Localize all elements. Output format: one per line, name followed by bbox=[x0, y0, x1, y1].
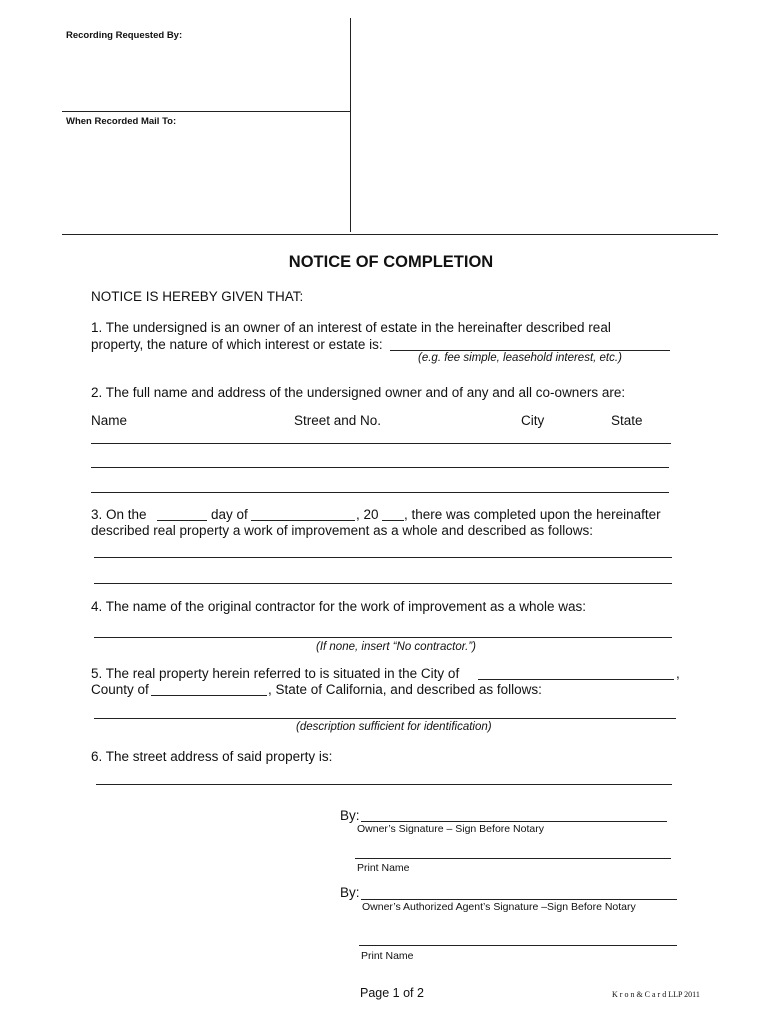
print-name-2-field[interactable] bbox=[359, 945, 677, 946]
column-state: State bbox=[611, 413, 643, 428]
column-name: Name bbox=[91, 413, 128, 428]
item1-hint: (e.g. fee simple, leasehold interest, etc.) bbox=[418, 352, 622, 364]
item4-hint: (If none, insert “No contractor.”) bbox=[316, 641, 476, 653]
contractor-field[interactable] bbox=[94, 637, 672, 638]
improvement-description-field-1[interactable] bbox=[94, 557, 672, 558]
city-field[interactable] bbox=[478, 679, 674, 680]
intro-text: NOTICE IS HEREBY GIVEN THAT: bbox=[91, 289, 304, 304]
year-field[interactable] bbox=[382, 520, 404, 521]
county-field[interactable] bbox=[151, 695, 267, 696]
item5-comma: , bbox=[676, 666, 680, 681]
column-street: Street and No. bbox=[294, 413, 382, 428]
page-number: Page 1 of 2 bbox=[360, 986, 424, 1000]
by-label-2: By: bbox=[340, 885, 360, 900]
print-name-1-label: Print Name bbox=[357, 862, 410, 874]
improvement-description-field-2[interactable] bbox=[94, 583, 672, 584]
page-title: NOTICE OF COMPLETION bbox=[288, 253, 494, 271]
agent-signature-label: Owner’s Authorized Agent’s Signature –Sign Before Notary bbox=[362, 901, 636, 913]
item5-line1: 5. The real property herein referred to is situated in the City of bbox=[91, 666, 460, 681]
item3-line2: described real property a work of improvement as a whole and described as follows: bbox=[91, 523, 593, 538]
owner-row-2-field[interactable] bbox=[91, 467, 669, 468]
owner-signature-field[interactable] bbox=[361, 821, 667, 822]
item3-rest: , there was completed upon the hereinafter bbox=[404, 507, 661, 522]
item2-text: 2. The full name and address of the undersigned owner and of any and all co-owners are: bbox=[91, 385, 626, 400]
by-label-1: By: bbox=[340, 808, 360, 823]
when-recorded-mail-to-label: When Recorded Mail To: bbox=[66, 116, 177, 127]
agent-signature-field[interactable] bbox=[361, 899, 677, 900]
header-bottom-rule bbox=[62, 234, 718, 235]
property-description-field[interactable] bbox=[94, 718, 676, 719]
print-name-1-field[interactable] bbox=[355, 858, 671, 859]
item5-line2-rest: , State of California, and described as follows: bbox=[268, 682, 542, 697]
item6-text: 6. The street address of said property is: bbox=[91, 749, 333, 764]
header-mid-divider bbox=[62, 111, 350, 112]
column-city: City bbox=[521, 413, 545, 428]
print-name-2-label: Print Name bbox=[361, 950, 414, 962]
item1-line2: property, the nature of which interest or estate is: bbox=[91, 337, 383, 352]
interest-field[interactable] bbox=[390, 350, 670, 351]
recording-requested-by-label: Recording Requested By: bbox=[66, 30, 183, 41]
item5-hint: (description sufficient for identification) bbox=[296, 721, 492, 733]
owner-signature-label: Owner’s Signature – Sign Before Notary bbox=[357, 823, 544, 835]
owner-row-1-field[interactable] bbox=[91, 443, 671, 444]
item3-year-prefix: , 20 bbox=[356, 507, 379, 522]
item1-line1: 1. The undersigned is an owner of an interest of estate in the hereinafter described real bbox=[91, 320, 611, 335]
street-address-field[interactable] bbox=[96, 784, 672, 785]
header-vertical-divider bbox=[350, 18, 351, 232]
month-field[interactable] bbox=[251, 520, 355, 521]
day-field[interactable] bbox=[157, 520, 207, 521]
item3-day-of: day of bbox=[211, 507, 248, 522]
item4-text: 4. The name of the original contractor for the work of improvement as a whole was: bbox=[91, 599, 586, 614]
firm-credit: K r o n & C a r d LLP 2011 bbox=[612, 990, 700, 999]
owner-row-3-field[interactable] bbox=[91, 492, 669, 493]
item3-on-the: 3. On the bbox=[91, 507, 147, 522]
item5-county-of: County of bbox=[91, 682, 149, 697]
